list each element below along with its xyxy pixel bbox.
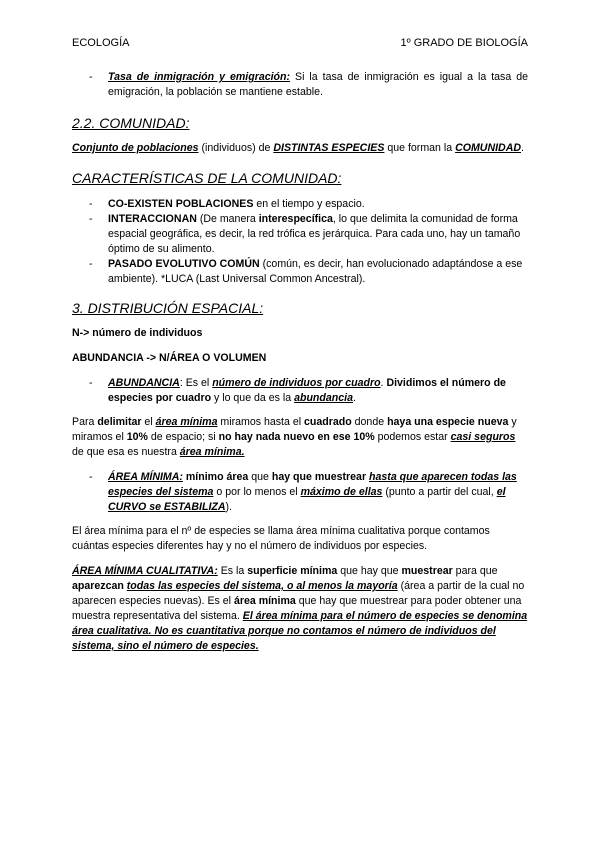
- list-item: - ABUNDANCIA: Es el número de individuos por cuadro. Dividimos el número de especies por cuadro y lo que da es la abundancia.: [89, 377, 506, 404]
- term: casi seguros: [450, 431, 516, 443]
- list-item: - CO-EXISTEN POBLACIONES en el tiempo y espacio.: [89, 198, 365, 210]
- term: no hay nada nuevo en ese 10%: [218, 431, 375, 443]
- text: de espacio; si: [147, 431, 219, 443]
- term: haya una especie nueva: [387, 416, 509, 428]
- term: máximo de ellas: [300, 486, 383, 498]
- term: aparezcan: [72, 580, 124, 592]
- text: .: [352, 392, 356, 404]
- text: Si la tasa de inmigración es igual a la tasa de emigración, la población se mantiene estable.: [108, 71, 528, 98]
- term: muestrear: [401, 565, 453, 577]
- paragraph-area-minima-cualitativa: [72, 564, 528, 654]
- list-item: - PASADO EVOLUTIVO COMÚN (común, es decir, han evolucionado adaptándose a ese ambiente). *LUCA (Last Universal Common Ancestral).: [89, 258, 523, 285]
- abundancia-list: [72, 376, 528, 406]
- term: abundancia: [294, 392, 353, 404]
- term: interespecífica: [258, 213, 333, 225]
- formula-abundancia: [72, 351, 528, 366]
- term: el CURVO se ESTABILIZA: [108, 486, 506, 513]
- term: ÁREA MÍNIMA CUALITATIVA:: [72, 565, 218, 577]
- text: (punto a partir del cual,: [382, 486, 497, 498]
- text: podemos estar: [374, 431, 451, 443]
- header-subject: ECOLOGÍA: [72, 37, 130, 49]
- term: INTERACCIONAN: [108, 213, 197, 225]
- term: ABUNDANCIA -> N/ÁREA O VOLUMEN: [72, 352, 267, 364]
- paragraph-area-cualitativa: El área mínima para el nº de especies se llama área mínima cualitativa porque contamos cuántas especies diferentes hay y no el número de individuos por especies.: [72, 525, 490, 552]
- text: que hay que: [337, 565, 402, 577]
- text: (individuos) de: [198, 142, 274, 154]
- text: para que: [452, 565, 498, 577]
- text: el: [141, 416, 156, 428]
- text: ).: [225, 501, 233, 513]
- paragraph-delimitar: [72, 415, 528, 460]
- term: área mínima: [155, 416, 218, 428]
- term: PASADO EVOLUTIVO COMÚN: [108, 258, 260, 270]
- term: CO-EXISTEN POBLACIONES: [108, 198, 254, 210]
- text: y lo que da es la: [211, 392, 295, 404]
- term: cuadrado: [304, 416, 352, 428]
- text: que hay que muestrear para poder obtener una muestra representativa del sistema.: [72, 595, 522, 622]
- caracteristicas-list: [72, 197, 528, 287]
- section-heading-caracteristicas: CARACTERÍSTICAS DE LA COMUNIDAD:: [72, 170, 342, 186]
- term: 10%: [126, 431, 148, 443]
- text: (común, es decir, han evolucionado adaptándose a ese ambiente). *LUCA (Last Universal Common Ancestral).: [108, 258, 523, 285]
- term: superficie mínima: [247, 565, 338, 577]
- term: hasta que aparecen todas las especies del sistema: [108, 471, 517, 498]
- list-item: - Tasa de inmigración y emigración: Si la tasa de inmigración es igual a la tasa de emigración, la población se mantiene estable.: [89, 71, 528, 98]
- term: El área mínima para el número de especies se denomina área cualitativa. No es cuantitativa porque no contamos el número de individuos del sistema, sino el número de especies.: [72, 610, 528, 652]
- text: y miramos el: [72, 416, 517, 443]
- text: miramos hasta el: [217, 416, 305, 428]
- text: o por lo menos el: [213, 486, 301, 498]
- term: área mínima.: [179, 446, 245, 458]
- text: Para: [72, 416, 98, 428]
- term: Conjunto de poblaciones: [72, 142, 199, 154]
- list-item: - ÁREA MÍNIMA: mínimo área que hay que muestrear hasta que aparecen todas las especies del sistema o por lo menos el máximo de ellas (punto a partir del cual, el CURVO se ESTABILIZA).: [89, 471, 517, 513]
- term: número de individuos por cuadro: [212, 377, 381, 389]
- header-degree: 1º GRADO DE BIOLOGÍA: [400, 37, 528, 49]
- term: COMUNIDAD: [455, 142, 521, 154]
- term: delimitar: [97, 416, 142, 428]
- text: .: [521, 142, 524, 154]
- paragraph-comunidad-definition: [72, 141, 528, 156]
- formula-n: [72, 326, 528, 341]
- section-heading-distribucion: 3. DISTRIBUCIÓN ESPACIAL:: [72, 300, 264, 316]
- document-body: [72, 70, 528, 654]
- text: en el tiempo y espacio.: [253, 198, 365, 210]
- term: ÁREA MÍNIMA:: [108, 471, 183, 483]
- area-minima-list: [72, 470, 528, 515]
- term: Tasa de inmigración y emigración:: [108, 71, 291, 83]
- text: que forman la: [384, 142, 456, 154]
- section-heading-comunidad: 2.2. COMUNIDAD:: [72, 115, 190, 131]
- text: que: [248, 471, 272, 483]
- term: hay que muestrear: [271, 471, 367, 483]
- term: DISTINTAS ESPECIES: [273, 142, 385, 154]
- text: : Es el: [179, 377, 213, 389]
- term: todas las especies del sistema, o al menos la mayoría: [126, 580, 398, 592]
- list-item: - INTERACCIONAN (De manera interespecífica, lo que delimita la comunidad de forma espacial geográfica, es decir, la red trófica es jerárquica. Para cada uno, hay un tamaño óptimo de su alimento.: [89, 213, 521, 255]
- text: donde: [351, 416, 388, 428]
- text: (área a partir de la cual no aparecen especies nuevas). Es el: [72, 580, 525, 607]
- text: de que esa es nuestra: [72, 446, 180, 458]
- term: ABUNDANCIA: [108, 377, 180, 389]
- term: Dividimos el número de especies por cuadro: [108, 377, 506, 404]
- term: mínimo área: [182, 471, 249, 483]
- term: área mínima: [233, 595, 296, 607]
- term: N-> número de individuos: [72, 327, 203, 339]
- text: Es la: [217, 565, 248, 577]
- migration-list: [72, 70, 528, 100]
- text: (De manera: [196, 213, 259, 225]
- text: .: [380, 377, 387, 389]
- text: , lo que delimita la comunidad de forma espacial geográfica, es decir, la red trófica es jerárquica. Para cada uno, hay un tamaño óptimo de su alimento.: [108, 213, 521, 255]
